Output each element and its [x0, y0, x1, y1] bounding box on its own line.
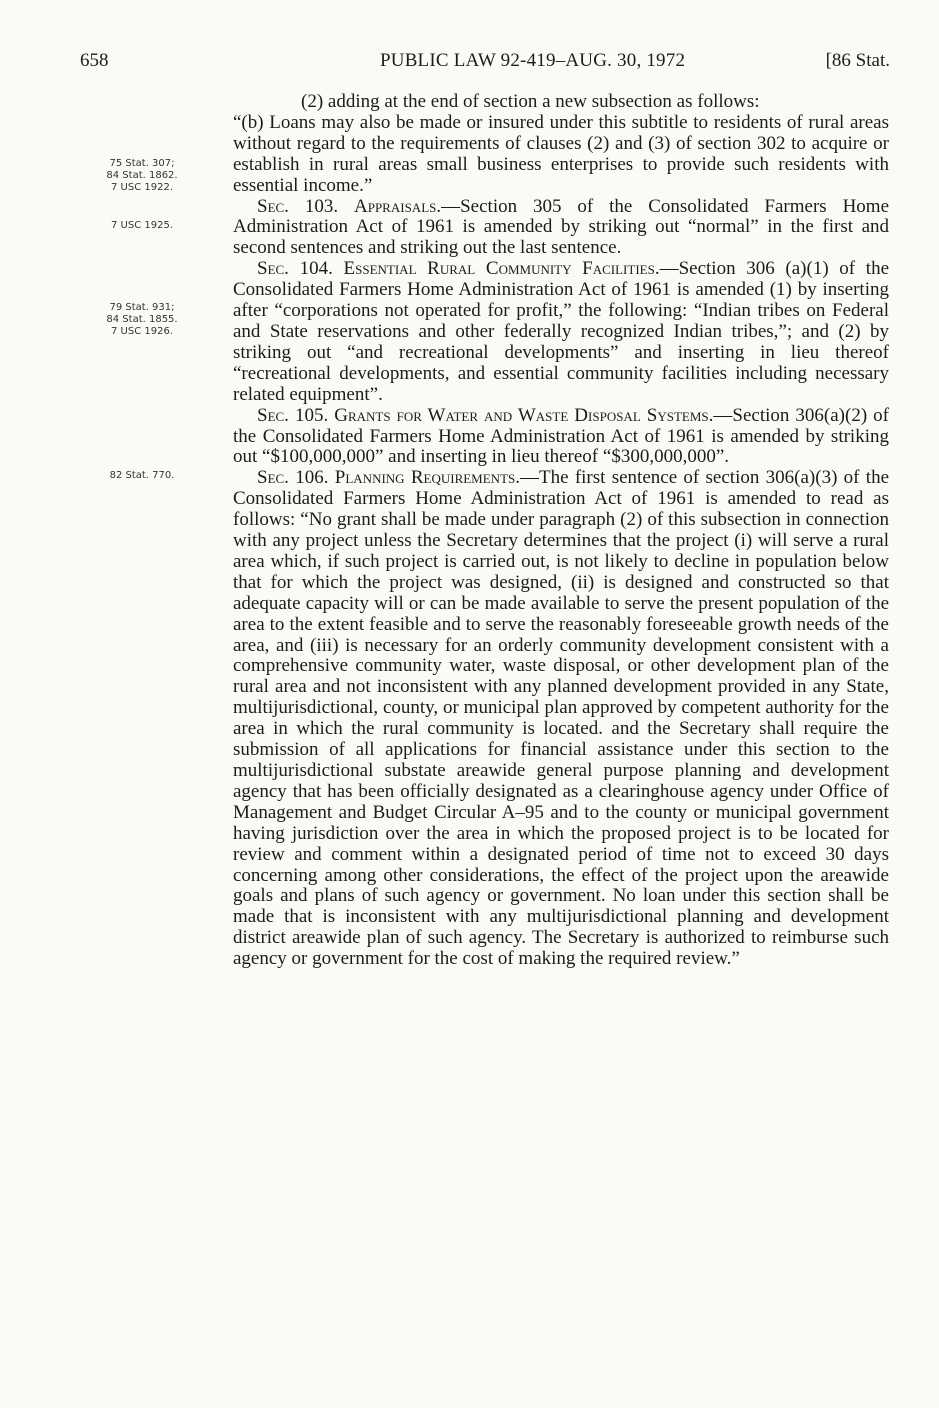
section-number: Sec. 105. — [257, 404, 329, 426]
margin-citation-line: 79 Stat. 931; — [109, 302, 175, 313]
paragraph — [233, 113, 889, 197]
page-header — [80, 50, 890, 78]
volume-reference: [86 Stat. — [825, 50, 890, 71]
margin-citation-line: 7 USC 1925. — [111, 220, 173, 231]
section-heading: Appraisals. — [354, 195, 442, 217]
section-heading: Planning Requirements. — [334, 467, 520, 489]
margin-citation — [72, 302, 212, 338]
section-number: Sec. 104. — [257, 258, 333, 280]
section-text: —The first sentence of section 306(a)(3) of the Consolidated Farmers Home Administration Act of 1961 is amended to read as follows: “No grant shall be made under paragraph (2) of this subsection in connection with any project unless the Secretary determines that the project (i) will serve a rural area which, if such project is carried out, is not likely to decline in population below that for which the project was designed, (ii) is designed and constructed so that adequate capacity will or can be made available to serve the present population of the area to the extent feasible and to serve the reasonably foreseeable growth needs of the area, and (iii) is necessary for an orderly community development consistent with a comprehensive community water, waste disposal, or other development plan of the rural area and not inconsistent with any planned development provided in any State, multijurisdictional, county, or municipal plan approved by competent authority for the area in which the rural community is located. and the Secretary shall require the submission of all applications for financial assistance under this section to the multijurisdictional substate areawide general purpose planning and development agency that has been officially designated as a clearinghouse agency under Office of Management and Budget Circular A–95 and to the county or municipal government having jurisdiction over the area in which the proposed project is to be located for review and comment within a designated period of time not to exceed 30 days concerning among other considerations, the effect of the project upon the areawide goals and plans of such agency or government. No loan under this section shall be made that is inconsistent with any multijurisdictional planning and development district areawide plan of such agency. The Secretary is authorized to reimburse such agency or government for the cost of making the required review.” — [233, 467, 890, 970]
margin-citation — [72, 470, 212, 482]
running-title: PUBLIC LAW 92-419–AUG. 30, 1972 — [380, 50, 686, 71]
margin-citation-line: 7 USC 1926. — [111, 326, 173, 337]
section-paragraph — [233, 468, 889, 970]
margin-citation-line: 84 Stat. 1862. — [106, 170, 178, 181]
paragraph-text: “(b) Loans may also be made or insured under this subtitle to residents of rural areas without regard to the requirements of clauses (2) and (3) of section 302 to acquire or establish in rural areas small business enterprises to provide such residents with essential income.” — [233, 111, 889, 196]
section-text: —Section 306 (a)(1) of the Consolidated Farmers Home Administration Act of 1961 is amended (1) by inserting after “corporations not operated for profit,” the following: “Indian tribes on Federal and State reservations and other federally recognized Indian tribes,”; and (2) by striking out “and recreational developments” and inserting in lieu thereof “recreational developments, and essential community facilities including necessary related equipment”. — [233, 258, 890, 405]
margin-citation-line: 75 Stat. 307; — [109, 158, 175, 169]
body-text — [233, 92, 889, 970]
section-paragraph — [233, 197, 889, 260]
section-number: Sec. 106. — [257, 467, 329, 489]
paragraph-text: (2) adding at the end of section a new subsection as follows: — [301, 91, 760, 112]
paragraph — [233, 92, 889, 113]
section-heading: Essential Rural Community Facilities. — [343, 258, 660, 280]
margin-citation-line: 7 USC 1922. — [111, 182, 173, 193]
margin-citation — [72, 220, 212, 232]
section-heading: Grants for Water and Waste Disposal Systems. — [334, 404, 714, 426]
section-paragraph — [233, 259, 889, 405]
section-text: —Section 306(a)(2) of the Consolidated Farmers Home Administration Act of 1961 is amended by striking out “$100,000,000” and inserting in lieu thereof “$300,000,000”. — [233, 404, 890, 468]
margin-citation-line: 82 Stat. 770. — [109, 470, 175, 481]
page-number: 658 — [80, 50, 109, 71]
margin-citation — [72, 158, 212, 194]
section-number: Sec. 103. — [257, 195, 339, 217]
section-text: —Section 305 of the Consolidated Farmers Home Administration Act of 1961 is amended by striking out “normal” in the first and second sentences and striking out the last sentence. — [233, 195, 890, 259]
margin-citation-line: 84 Stat. 1855. — [106, 314, 178, 325]
section-paragraph — [233, 406, 889, 469]
